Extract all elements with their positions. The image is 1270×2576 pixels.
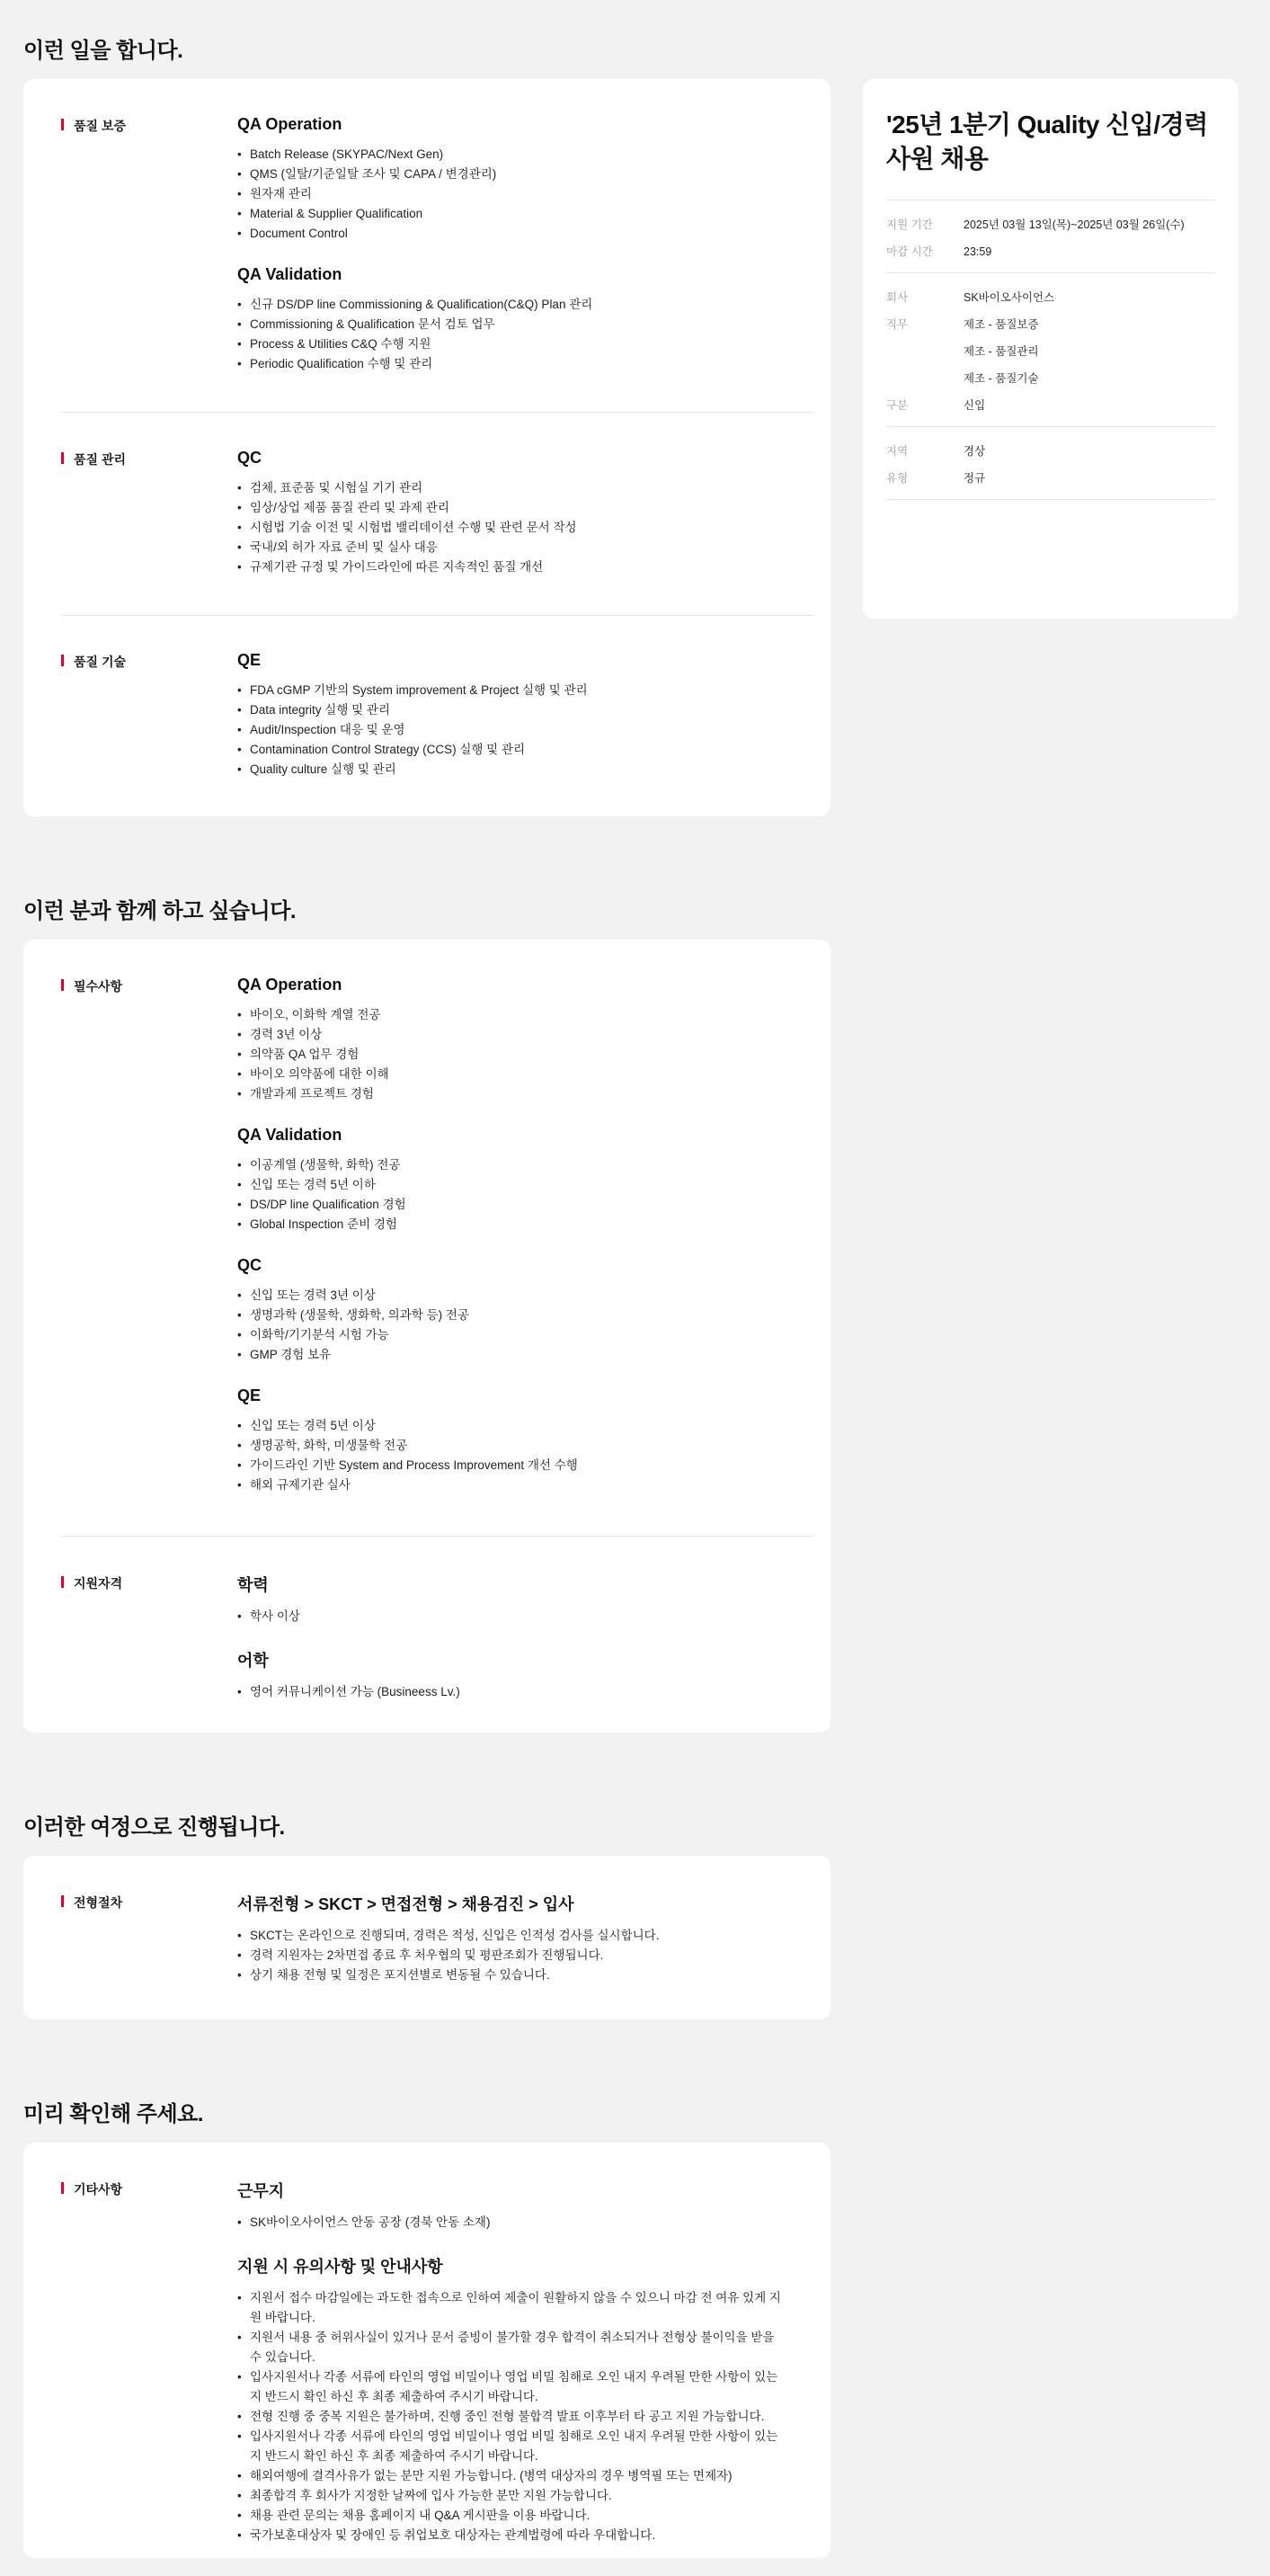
list-item: • FDA cGMP 기반의 System improvement & Project 실행 및 관리: [237, 681, 813, 700]
category-label: 기타사항: [61, 2180, 122, 2198]
list-item: • 개발과제 프로젝트 경험: [237, 1084, 813, 1104]
item-list: [237, 1682, 813, 1702]
list-item: • Periodic Qualification 수행 및 관리: [237, 354, 813, 374]
info-value: 신입: [964, 399, 986, 412]
subhead: QA Validation: [237, 265, 342, 283]
list-item: • Commissioning & Qualification 문서 검토 업무: [237, 315, 813, 334]
job-posting-title: '25년 1분기 Quality 신입/경력사원 채용: [886, 111, 1208, 173]
category-content: [237, 2179, 813, 2567]
list-item: • Data integrity 실행 및 관리: [237, 700, 813, 720]
info-label: [886, 372, 964, 385]
category-content: [237, 449, 813, 599]
subhead: QA Validation: [237, 1126, 342, 1144]
job-summary-panel: [863, 79, 1239, 619]
divider: [61, 1536, 814, 1537]
info-value: 경상: [964, 445, 986, 458]
item-list: [237, 681, 813, 780]
category-label: 지원자격: [61, 1574, 122, 1592]
info-row: [886, 318, 1215, 331]
info-label: 회사: [886, 291, 909, 304]
list-item: • 채용 관련 문의는 채용 홈페이지 내 Q&A 게시판을 이용 바랍니다.: [237, 2506, 786, 2526]
list-item: • 생명과학 (생물학, 생화학, 의과학 등) 전공: [237, 1306, 813, 1325]
check-card: [23, 2143, 830, 2558]
list-item: • 해외여행에 결격사유가 없는 분만 지원 가능합니다. (병역 대상자의 경우 병역필 또는 면제자): [237, 2466, 786, 2486]
item-list: [237, 295, 813, 374]
list-item: • 최종합격 후 회사가 지정한 날짜에 입사 가능한 분만 지원 가능합니다.: [237, 2486, 786, 2506]
info-value: SK바이오사이언스: [964, 291, 1055, 304]
people-card: [23, 940, 830, 1733]
info-value: 제조 - 품질관리: [964, 345, 1039, 358]
category-content: [237, 976, 813, 1517]
list-item: • Process & Utilities C&Q 수행 지원: [237, 334, 813, 354]
item-list: [237, 2213, 813, 2233]
subhead: 근무지: [237, 2182, 285, 2200]
list-item: • Global Inspection 준비 경험: [237, 1215, 813, 1235]
list-item: • 이공계열 (생물학, 화학) 전공: [237, 1155, 813, 1175]
list-item: • 국가보훈대상자 및 장애인 등 취업보호 대상자는 관계법령에 따라 우대합니다.: [237, 2526, 786, 2545]
subhead: 학력: [237, 1576, 269, 1594]
subhead: QA Operation: [237, 976, 342, 994]
info-row: [886, 372, 1215, 385]
info-value: 정규: [964, 472, 986, 485]
info-label: 직무: [886, 318, 909, 331]
list-item: • 검체, 표준품 및 시험실 기기 관리: [237, 478, 813, 498]
info-row: [886, 399, 1215, 412]
item-list: [237, 145, 813, 244]
section-title-job: 이런 일을 합니다.: [23, 39, 183, 63]
info-value: 제조 - 품질보증: [964, 318, 1039, 331]
info-label: 지원 기간: [886, 218, 933, 231]
list-item: • SKCT는 온라인으로 진행되며, 경력은 적성, 신입은 인적성 검사를 실시합니다.: [237, 1926, 813, 1946]
info-row: [886, 291, 1215, 304]
divider: [886, 426, 1215, 427]
subhead: QA Operation: [237, 115, 342, 133]
item-list: [237, 1155, 813, 1235]
subhead: QC: [237, 1256, 262, 1274]
item-list: [237, 1926, 813, 1985]
list-item: • 지원서 내용 중 허위사실이 있거나 문서 증빙이 불가할 경우 합격이 취소되거나 전형상 불이익을 받을 수 있습니다.: [237, 2328, 786, 2367]
list-item: • 신규 DS/DP line Commissioning & Qualification(C&Q) Plan 관리: [237, 295, 813, 315]
info-row: [886, 472, 1215, 485]
subhead: QE: [237, 1386, 262, 1404]
divider: [886, 200, 1215, 201]
subhead: QE: [237, 651, 262, 669]
list-item: • 상기 채용 전형 및 일정은 포지션별로 변동될 수 있습니다.: [237, 1965, 813, 1985]
info-label: [886, 345, 964, 358]
category-content: [237, 115, 813, 396]
item-list: [237, 1607, 813, 1627]
info-row: [886, 445, 1215, 458]
list-item: • 경력 지원자는 2차면접 종료 후 처우협의 및 평판조회가 진행됩니다.: [237, 1946, 813, 1965]
job-card: [23, 79, 830, 816]
section-title-people: 이런 분과 함께 하고 싶습니다.: [23, 899, 297, 923]
list-item: • 바이오 의약품에 대한 이해: [237, 1065, 813, 1084]
section-title-check: 미리 확인해 주세요.: [23, 2102, 203, 2126]
list-item: • 지원서 접수 마감일에는 과도한 접속으로 인하여 제출이 원활하지 않을 수 있으니 마감 전 여유 있게 지원 바랍니다.: [237, 2288, 786, 2328]
divider: [886, 499, 1215, 500]
list-item: • 원자재 관리: [237, 184, 813, 204]
category-label: 품질 관리: [61, 450, 126, 468]
list-item: • GMP 경험 보유: [237, 1345, 813, 1365]
list-item: • 가이드라인 기반 System and Process Improvement 개선 수행: [237, 1456, 813, 1475]
list-item: • Audit/Inspection 대응 및 운영: [237, 720, 813, 740]
list-item: • 입사지원서나 각종 서류에 타인의 영업 비밀이나 영업 비밀 침해로 오인 내지 우려될 만한 사항이 있는지 반드시 확인 하신 후 최종 제출하여 주시기 바랍니다.: [237, 2427, 786, 2466]
category-content: [237, 651, 813, 801]
info-value: 제조 - 품질기술: [964, 372, 1039, 385]
info-label: 지역: [886, 445, 909, 458]
list-item: • 입사지원서나 각종 서류에 타인의 영업 비밀이나 영업 비밀 침해로 오인 내지 우려될 만한 사항이 있는지 반드시 확인 하신 후 최종 제출하여 주시기 바랍니다.: [237, 2367, 786, 2407]
list-item: • 생명공학, 화학, 미생물학 전공: [237, 1436, 813, 1456]
process-steps: 서류전형 > SKCT > 면접전형 > 채용검진 > 입사: [237, 1895, 574, 1913]
divider: [886, 272, 1215, 273]
process-card: [23, 1856, 830, 2019]
category-content: [237, 1892, 813, 2007]
info-row: [886, 345, 1215, 358]
subhead: 어학: [237, 1652, 269, 1670]
info-value: 2025년 03월 13일(목)~2025년 03월 26일(수): [964, 218, 1185, 231]
category-label: 품질 기술: [61, 653, 126, 671]
list-item: • 영어 커뮤니케이션 가능 (Busineess Lv.): [237, 1682, 813, 1702]
divider: [61, 615, 814, 616]
subhead: 지원 시 유의사항 및 안내사항: [237, 2258, 443, 2276]
list-item: • 이화학/기기분석 시험 가능: [237, 1325, 813, 1345]
info-value: 23:59: [964, 245, 992, 258]
info-label: 마감 시간: [886, 245, 933, 258]
item-list: [237, 1416, 813, 1495]
list-item: • 신입 또는 경력 5년 이하: [237, 1175, 813, 1195]
item-list: [237, 2288, 786, 2545]
info-row: [886, 218, 1215, 231]
list-item: • Material & Supplier Qualification: [237, 204, 813, 224]
info-label: 유형: [886, 472, 909, 485]
item-list: [237, 1005, 813, 1104]
item-list: [237, 1286, 813, 1365]
list-item: • 시험법 기술 이전 및 시험법 밸리데이션 수행 및 관련 문서 작성: [237, 518, 813, 538]
category-label: 전형절차: [61, 1894, 122, 1912]
list-item: • 경력 3년 이상: [237, 1025, 813, 1045]
list-item: • 임상/상업 제품 품질 관리 및 과제 관리: [237, 498, 813, 518]
subhead: QC: [237, 449, 262, 467]
info-row: [886, 245, 1215, 258]
category-label: 품질 보증: [61, 117, 126, 135]
list-item: • 해외 규제기관 실사: [237, 1475, 813, 1495]
list-item: • 의약품 QA 업무 경험: [237, 1045, 813, 1065]
list-item: • Batch Release (SKYPAC/Next Gen): [237, 145, 813, 165]
list-item: • 바이오, 이화학 계열 전공: [237, 1005, 813, 1025]
list-item: • 학사 이상: [237, 1607, 813, 1627]
list-item: • 국내/외 허가 자료 준비 및 실사 대응: [237, 538, 813, 557]
section-title-process: 이러한 여정으로 진행됩니다.: [23, 1815, 285, 1840]
list-item: • 신입 또는 경력 3년 이상: [237, 1286, 813, 1306]
category-label: 필수사항: [61, 977, 122, 995]
divider: [61, 412, 814, 413]
list-item: • 신입 또는 경력 5년 이상: [237, 1416, 813, 1436]
list-item: • 전형 진행 중 중복 지원은 불가하며, 진행 중인 전형 불합격 발표 이후부터 타 공고 지원 가능합니다.: [237, 2407, 786, 2427]
list-item: • SK바이오사이언스 안동 공장 (경북 안동 소재): [237, 2213, 813, 2233]
list-item: • Document Control: [237, 224, 813, 244]
list-item: • Contamination Control Strategy (CCS) 실행 및 관리: [237, 740, 813, 760]
list-item: • QMS (일탈/기준일탈 조사 및 CAPA / 변경관리): [237, 165, 813, 184]
list-item: • Quality culture 실행 및 관리: [237, 760, 813, 780]
info-label: 구분: [886, 399, 909, 412]
list-item: • 규제기관 규정 및 가이드라인에 따른 지속적인 품질 개선: [237, 557, 813, 577]
list-item: • DS/DP line Qualification 경험: [237, 1195, 813, 1215]
category-content: [237, 1573, 813, 1724]
item-list: [237, 478, 813, 577]
